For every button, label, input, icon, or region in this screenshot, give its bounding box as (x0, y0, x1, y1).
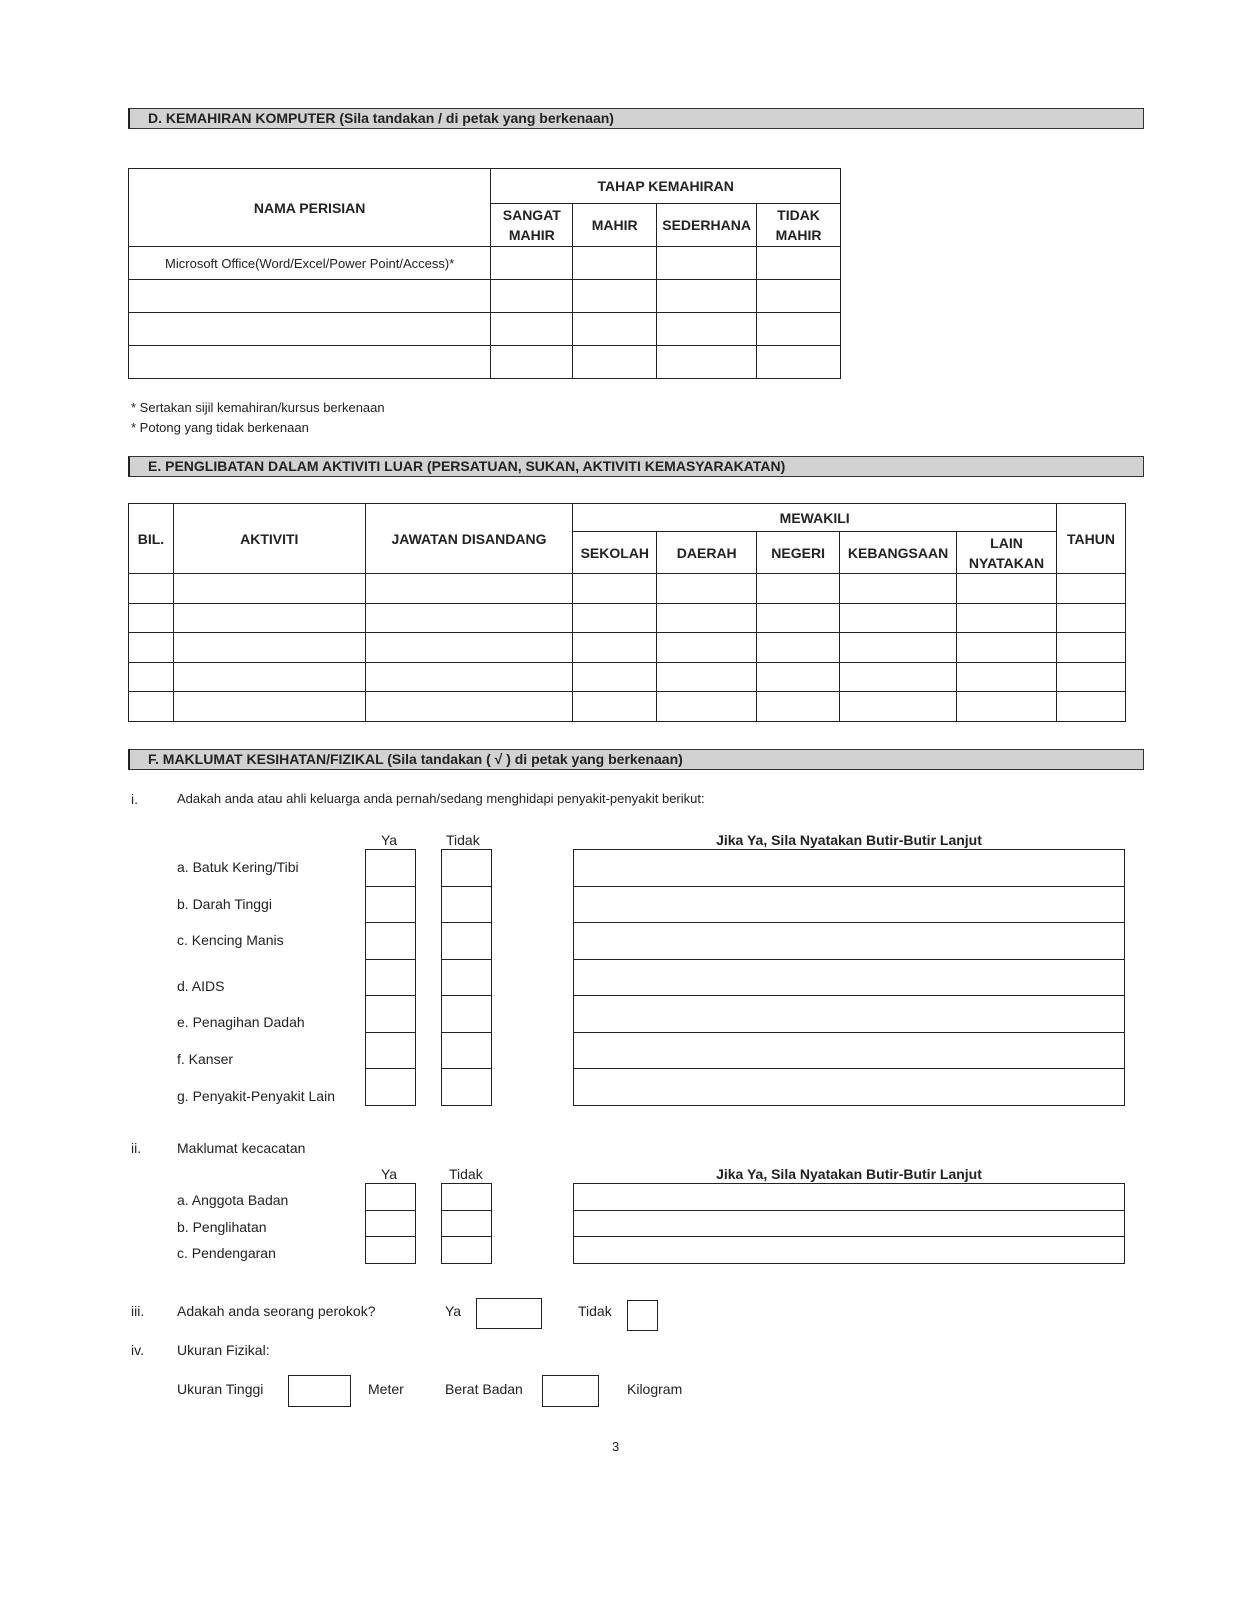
note-1: * Sertakan sijil kemahiran/kursus berkenaan (131, 400, 385, 415)
q1-detail-heading: Jika Ya, Sila Nyatakan Butir-Butir Lanjut (716, 832, 982, 848)
ya-checkbox[interactable] (365, 1236, 416, 1264)
table-row (129, 313, 841, 346)
ya-checkbox[interactable] (365, 886, 416, 924)
table-row (129, 662, 1126, 692)
tidak-checkbox[interactable] (441, 995, 492, 1033)
activity-cell[interactable] (173, 633, 365, 663)
tidak-checkbox[interactable] (441, 1236, 492, 1264)
condition-label: c. Kencing Manis (177, 932, 284, 948)
activity-cell[interactable] (957, 662, 1057, 692)
activity-cell[interactable] (1056, 692, 1125, 722)
col-mewakili-level: SEKOLAH (573, 532, 657, 574)
col-tahun: TAHUN (1056, 504, 1125, 574)
col-level: MAHIR (573, 204, 657, 247)
software-name-cell[interactable] (129, 346, 491, 379)
tidak-checkbox[interactable] (441, 1068, 492, 1106)
skill-level-cell[interactable] (491, 313, 573, 346)
q1-ya-label: Ya (381, 832, 398, 848)
height-input[interactable] (288, 1375, 351, 1407)
activity-cell[interactable] (757, 574, 840, 604)
q2-tidak-label: Tidak (449, 1166, 483, 1182)
skill-level-cell[interactable] (491, 280, 573, 313)
activity-cell[interactable] (1056, 633, 1125, 663)
software-name-cell[interactable] (129, 280, 491, 313)
activity-cell[interactable] (657, 692, 757, 722)
skill-level-cell[interactable] (757, 346, 841, 379)
skill-level-cell[interactable] (757, 247, 841, 280)
activity-cell[interactable] (129, 692, 174, 722)
col-mewakili: MEWAKILI (573, 504, 1057, 532)
q2-number: ii. (131, 1140, 142, 1156)
activity-cell[interactable] (840, 603, 957, 633)
table-row (129, 280, 841, 313)
table-row (129, 603, 1126, 633)
table-row (129, 574, 1126, 604)
activity-cell[interactable] (757, 662, 840, 692)
col-level: TIDAK MAHIR (757, 204, 841, 247)
skill-level-cell[interactable] (757, 280, 841, 313)
weight-unit: Kilogram (627, 1381, 683, 1397)
activity-cell[interactable] (657, 574, 757, 604)
activity-cell[interactable] (365, 692, 573, 722)
col-level: SANGAT MAHIR (491, 204, 573, 247)
activity-cell[interactable] (129, 603, 174, 633)
detail-input[interactable] (573, 1032, 1125, 1070)
activity-cell[interactable] (173, 603, 365, 633)
condition-label: b. Darah Tinggi (177, 896, 272, 912)
activity-cell[interactable] (1056, 662, 1125, 692)
condition-label: f. Kanser (177, 1051, 234, 1067)
q2-detail-heading: Jika Ya, Sila Nyatakan Butir-Butir Lanjut (716, 1166, 982, 1182)
section-e-header: E. PENGLIBATAN DALAM AKTIVITI LUAR (PERSATUAN, SUKAN, AKTIVITI KEMASYARAKATAN) (128, 456, 1144, 477)
activity-cell[interactable] (957, 574, 1057, 604)
activity-cell[interactable] (129, 662, 174, 692)
col-mewakili-level: LAIN NYATAKAN (957, 532, 1057, 574)
weight-label: Berat Badan (445, 1381, 523, 1397)
activity-cell[interactable] (840, 692, 957, 722)
skill-level-cell[interactable] (657, 247, 757, 280)
skill-level-cell[interactable] (491, 247, 573, 280)
col-level: SEDERHANA (657, 204, 757, 247)
q3-text: Adakah anda seorang perokok? (177, 1303, 376, 1319)
activity-cell[interactable] (365, 633, 573, 663)
q3-number: iii. (131, 1303, 145, 1319)
page-number: 3 (612, 1439, 620, 1454)
q1-tidak-label: Tidak (446, 832, 480, 848)
activity-cell[interactable] (1056, 574, 1125, 604)
ya-checkbox[interactable] (365, 995, 416, 1033)
q3-ya-label: Ya (445, 1303, 462, 1319)
activities-table (128, 503, 1126, 722)
tidak-checkbox[interactable] (441, 1210, 492, 1238)
skill-level-cell[interactable] (573, 313, 657, 346)
condition-label: b. Penglihatan (177, 1219, 267, 1235)
tidak-checkbox[interactable] (441, 886, 492, 924)
table-row (129, 633, 1126, 663)
condition-label: a. Batuk Kering/Tibi (177, 859, 299, 875)
detail-input[interactable] (573, 1183, 1125, 1211)
smoker-tidak-checkbox[interactable] (627, 1300, 658, 1331)
table-row (129, 247, 841, 280)
activity-cell[interactable] (573, 574, 657, 604)
ya-checkbox[interactable] (365, 1032, 416, 1070)
activity-cell[interactable] (657, 633, 757, 663)
table-row (129, 346, 841, 379)
activity-cell[interactable] (173, 692, 365, 722)
tidak-checkbox[interactable] (441, 959, 492, 997)
ya-checkbox[interactable] (365, 849, 416, 887)
detail-input[interactable] (573, 1236, 1125, 1264)
activity-cell[interactable] (757, 603, 840, 633)
q4-number: iv. (131, 1342, 144, 1358)
ya-checkbox[interactable] (365, 1210, 416, 1238)
software-name-cell[interactable]: Microsoft Office(Word/Excel/Power Point/Access)* (129, 247, 491, 280)
tidak-checkbox[interactable] (441, 1183, 492, 1211)
tidak-checkbox[interactable] (441, 922, 492, 960)
smoker-ya-checkbox[interactable] (476, 1298, 542, 1329)
ya-checkbox[interactable] (365, 959, 416, 997)
col-mewakili-level: KEBANGSAAN (840, 532, 957, 574)
tidak-checkbox[interactable] (441, 849, 492, 887)
computer-skills-table (128, 168, 841, 379)
detail-input[interactable] (573, 886, 1125, 924)
tidak-checkbox[interactable] (441, 1032, 492, 1070)
activity-cell[interactable] (365, 662, 573, 692)
skill-level-cell[interactable] (573, 346, 657, 379)
detail-input[interactable] (573, 1068, 1125, 1106)
detail-input[interactable] (573, 1210, 1125, 1238)
activity-cell[interactable] (129, 633, 174, 663)
ya-checkbox[interactable] (365, 922, 416, 960)
detail-input[interactable] (573, 995, 1125, 1033)
height-unit: Meter (368, 1381, 404, 1397)
activity-cell[interactable] (365, 574, 573, 604)
section-d-header: D. KEMAHIRAN KOMPUTER (Sila tandakan / di petak yang berkenaan) (128, 108, 1144, 129)
activity-cell[interactable] (657, 603, 757, 633)
col-mewakili-level: NEGERI (757, 532, 840, 574)
activity-cell[interactable] (573, 603, 657, 633)
col-bil: BIL. (129, 504, 174, 574)
q3-tidak-label: Tidak (578, 1303, 612, 1319)
q2-text: Maklumat kecacatan (177, 1140, 306, 1156)
skill-level-cell[interactable] (657, 280, 757, 313)
skill-level-cell[interactable] (491, 346, 573, 379)
col-mewakili-level: DAERAH (657, 532, 757, 574)
activity-cell[interactable] (757, 633, 840, 663)
skill-level-cell[interactable] (573, 280, 657, 313)
q1-number: i. (131, 791, 138, 807)
activity-cell[interactable] (957, 692, 1057, 722)
activity-cell[interactable] (840, 662, 957, 692)
col-nama-perisian: NAMA PERISIAN (129, 169, 491, 247)
activity-cell[interactable] (173, 574, 365, 604)
activity-cell[interactable] (173, 662, 365, 692)
activity-cell[interactable] (573, 633, 657, 663)
q2-ya-label: Ya (381, 1166, 398, 1182)
activity-cell[interactable] (129, 574, 174, 604)
detail-input[interactable] (573, 959, 1125, 997)
activity-cell[interactable] (365, 603, 573, 633)
col-tahap-kemahiran: TAHAP KEMAHIRAN (491, 169, 841, 204)
note-2: * Potong yang tidak berkenaan (131, 420, 309, 435)
condition-label: d. AIDS (177, 978, 225, 994)
ya-checkbox[interactable] (365, 1183, 416, 1211)
activity-cell[interactable] (957, 633, 1057, 663)
software-name-cell[interactable] (129, 313, 491, 346)
activity-cell[interactable] (840, 574, 957, 604)
section-f-header: F. MAKLUMAT KESIHATAN/FIZIKAL (Sila tandakan ( √ ) di petak yang berkenaan) (128, 749, 1144, 770)
skill-level-cell[interactable] (657, 346, 757, 379)
condition-label: e. Penagihan Dadah (177, 1014, 305, 1030)
activity-cell[interactable] (573, 692, 657, 722)
activity-cell[interactable] (657, 662, 757, 692)
activity-cell[interactable] (757, 692, 840, 722)
skill-level-cell[interactable] (573, 247, 657, 280)
weight-input[interactable] (542, 1375, 599, 1407)
col-aktiviti: AKTIVITI (173, 504, 365, 574)
detail-input[interactable] (573, 922, 1125, 960)
skill-level-cell[interactable] (657, 313, 757, 346)
condition-label: a. Anggota Badan (177, 1192, 289, 1208)
activity-cell[interactable] (1056, 603, 1125, 633)
activity-cell[interactable] (573, 662, 657, 692)
detail-input[interactable] (573, 849, 1125, 887)
ya-checkbox[interactable] (365, 1068, 416, 1106)
q1-text: Adakah anda atau ahli keluarga anda pernah/sedang menghidapi penyakit-penyakit berikut: (177, 791, 705, 806)
activity-cell[interactable] (840, 633, 957, 663)
activity-cell[interactable] (957, 603, 1057, 633)
skill-level-cell[interactable] (757, 313, 841, 346)
height-label: Ukuran Tinggi (177, 1381, 264, 1397)
condition-label: g. Penyakit-Penyakit Lain (177, 1088, 335, 1104)
condition-label: c. Pendengaran (177, 1245, 276, 1261)
table-row (129, 692, 1126, 722)
col-jawatan: JAWATAN DISANDANG (365, 504, 573, 574)
q4-text: Ukuran Fizikal: (177, 1342, 270, 1358)
